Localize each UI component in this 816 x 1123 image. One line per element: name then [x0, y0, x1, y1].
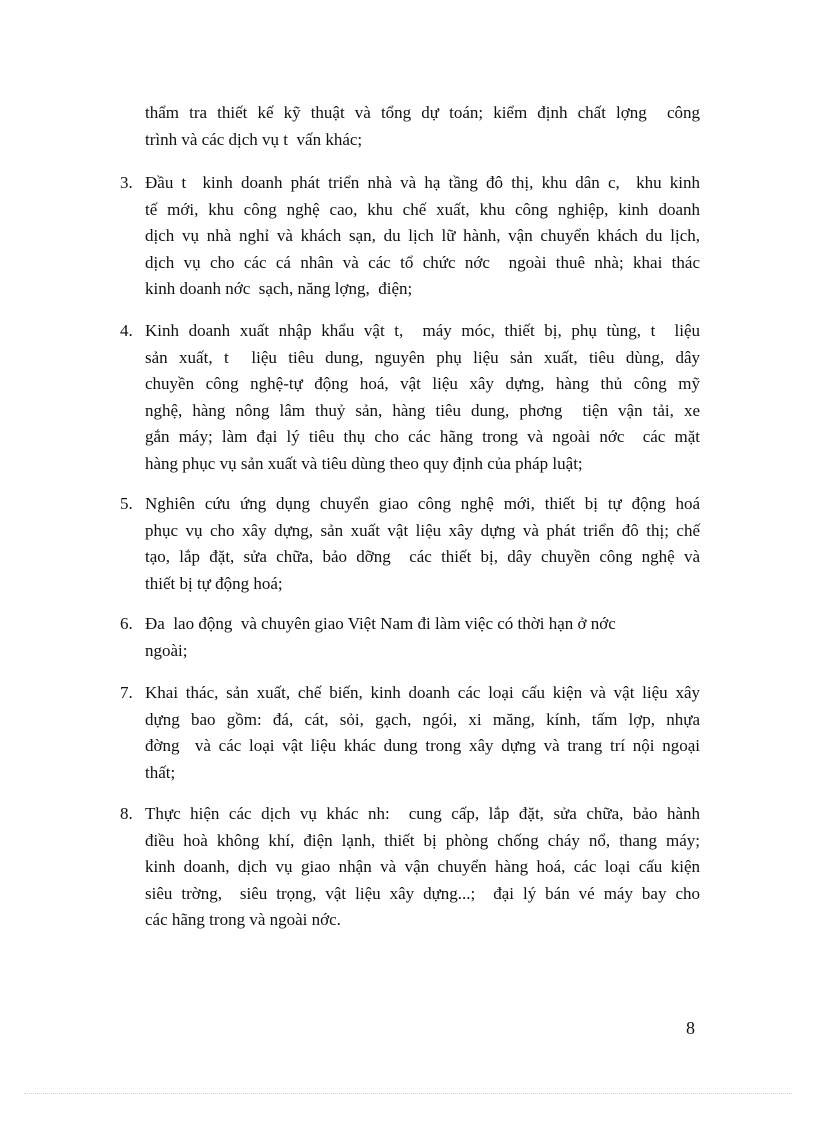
- list-item-number: 5.: [120, 494, 133, 513]
- text-line: kinh doanh, dịch vụ giao nhận và vận chuyển hàng hoá, các loại cấu kiện: [145, 857, 700, 877]
- text-line: ngoài;: [145, 640, 188, 660]
- text-line: Đầu t kinh doanh phát triển nhà và hạ tầng đô thị, khu dân c, khu kinh: [145, 173, 700, 192]
- text-line: kinh doanh nớc sạch, năng lợng, điện;: [145, 279, 413, 299]
- text-line: trình và các dịch vụ t vấn khác;: [145, 129, 363, 149]
- text-line: sản xuất, t liệu tiêu dung, nguyên phụ liệu sản xuất, tiêu dùng, dây: [145, 347, 700, 367]
- continuation-paragraph: [120, 100, 700, 153]
- text-line: tạo, lắp đặt, sửa chữa, bảo dỡng các thiết bị, dây chuyền công nghệ và: [145, 547, 700, 567]
- page-number: 8: [686, 1018, 695, 1038]
- text-line: tế mới, khu công nghệ cao, khu chế xuất, khu công nghiệp, kinh doanh: [145, 199, 700, 219]
- text-line: Đa lao động và chuyên giao Việt Nam đi làm việc có thời hạn ở nớc: [145, 614, 616, 633]
- text-line: dịch vụ cho các cá nhân và các tổ chức nớc ngoài thuê nhà; khai thác: [145, 252, 700, 272]
- list-item-number: 8.: [120, 804, 133, 823]
- list-item-3: [120, 170, 700, 303]
- list-item-number: 4.: [120, 321, 133, 340]
- list-item-8: [120, 801, 700, 934]
- text-line: dựng bao gồm: đá, cát, sỏi, gạch, ngói, xi măng, kính, tấm lợp, nhựa: [145, 709, 700, 729]
- text-line: nghệ, hàng nông lâm thuỷ sản, hàng tiêu dung, phơng tiện vận tải, xe: [145, 400, 700, 420]
- text-line: Kinh doanh xuất nhập khẩu vật t, máy móc, thiết bị, phụ tùng, t liệu: [145, 321, 700, 340]
- text-line: Khai thác, sản xuất, chế biến, kinh doanh các loại cấu kiện và vật liệu xây: [145, 683, 700, 702]
- text-line: đờng và các loại vật liệu khác dung trong xây dựng và trang trí nội ngoại: [145, 736, 700, 756]
- list-item-number: 7.: [120, 683, 133, 702]
- text-line: thẩm tra thiết kế kỹ thuật và tổng dự toán; kiểm định chất lợng công: [145, 103, 700, 122]
- text-line: chuyền công nghệ-tự động hoá, vật liệu xây dựng, hàng thủ công mỹ: [145, 374, 700, 394]
- list-item-5: [120, 491, 700, 597]
- page-bottom-divider: [24, 1093, 792, 1094]
- text-line: điều hoà không khí, điện lạnh, thiết bị phòng chống cháy nổ, thang máy;: [145, 830, 700, 850]
- list-item-7: [120, 680, 700, 786]
- list-item-number: 6.: [120, 614, 133, 633]
- text-line: dịch vụ nhà nghỉ và khách sạn, du lịch lữ hành, vận chuyển khách du lịch,: [145, 226, 700, 246]
- list-item-4: [120, 318, 700, 478]
- text-line: gắn máy; làm đại lý tiêu thụ cho các hãng trong và ngoài nớc các mặt: [145, 427, 700, 447]
- text-line: các hãng trong và ngoài nớc.: [145, 910, 341, 930]
- text-line: Thực hiện các dịch vụ khác nh: cung cấp, lắp đặt, sửa chữa, bảo hành: [145, 804, 700, 823]
- text-line: Nghiên cứu ứng dụng chuyển giao công nghệ mới, thiết bị tự động hoá: [145, 494, 700, 513]
- list-item-number: 3.: [120, 173, 133, 192]
- text-line: siêu trờng, siêu trọng, vật liệu xây dựng...; đại lý bán vé máy bay cho: [145, 883, 700, 903]
- text-line: hàng phục vụ sản xuất và tiêu dùng theo quy định của pháp luật;: [145, 453, 583, 473]
- list-item-6: [120, 611, 700, 664]
- text-line: thất;: [145, 762, 176, 782]
- text-line: thiết bị tự động hoá;: [145, 573, 283, 593]
- text-line: phục vụ cho xây dựng, sản xuất vật liệu xây dựng và phát triển đô thị; chế: [145, 520, 700, 540]
